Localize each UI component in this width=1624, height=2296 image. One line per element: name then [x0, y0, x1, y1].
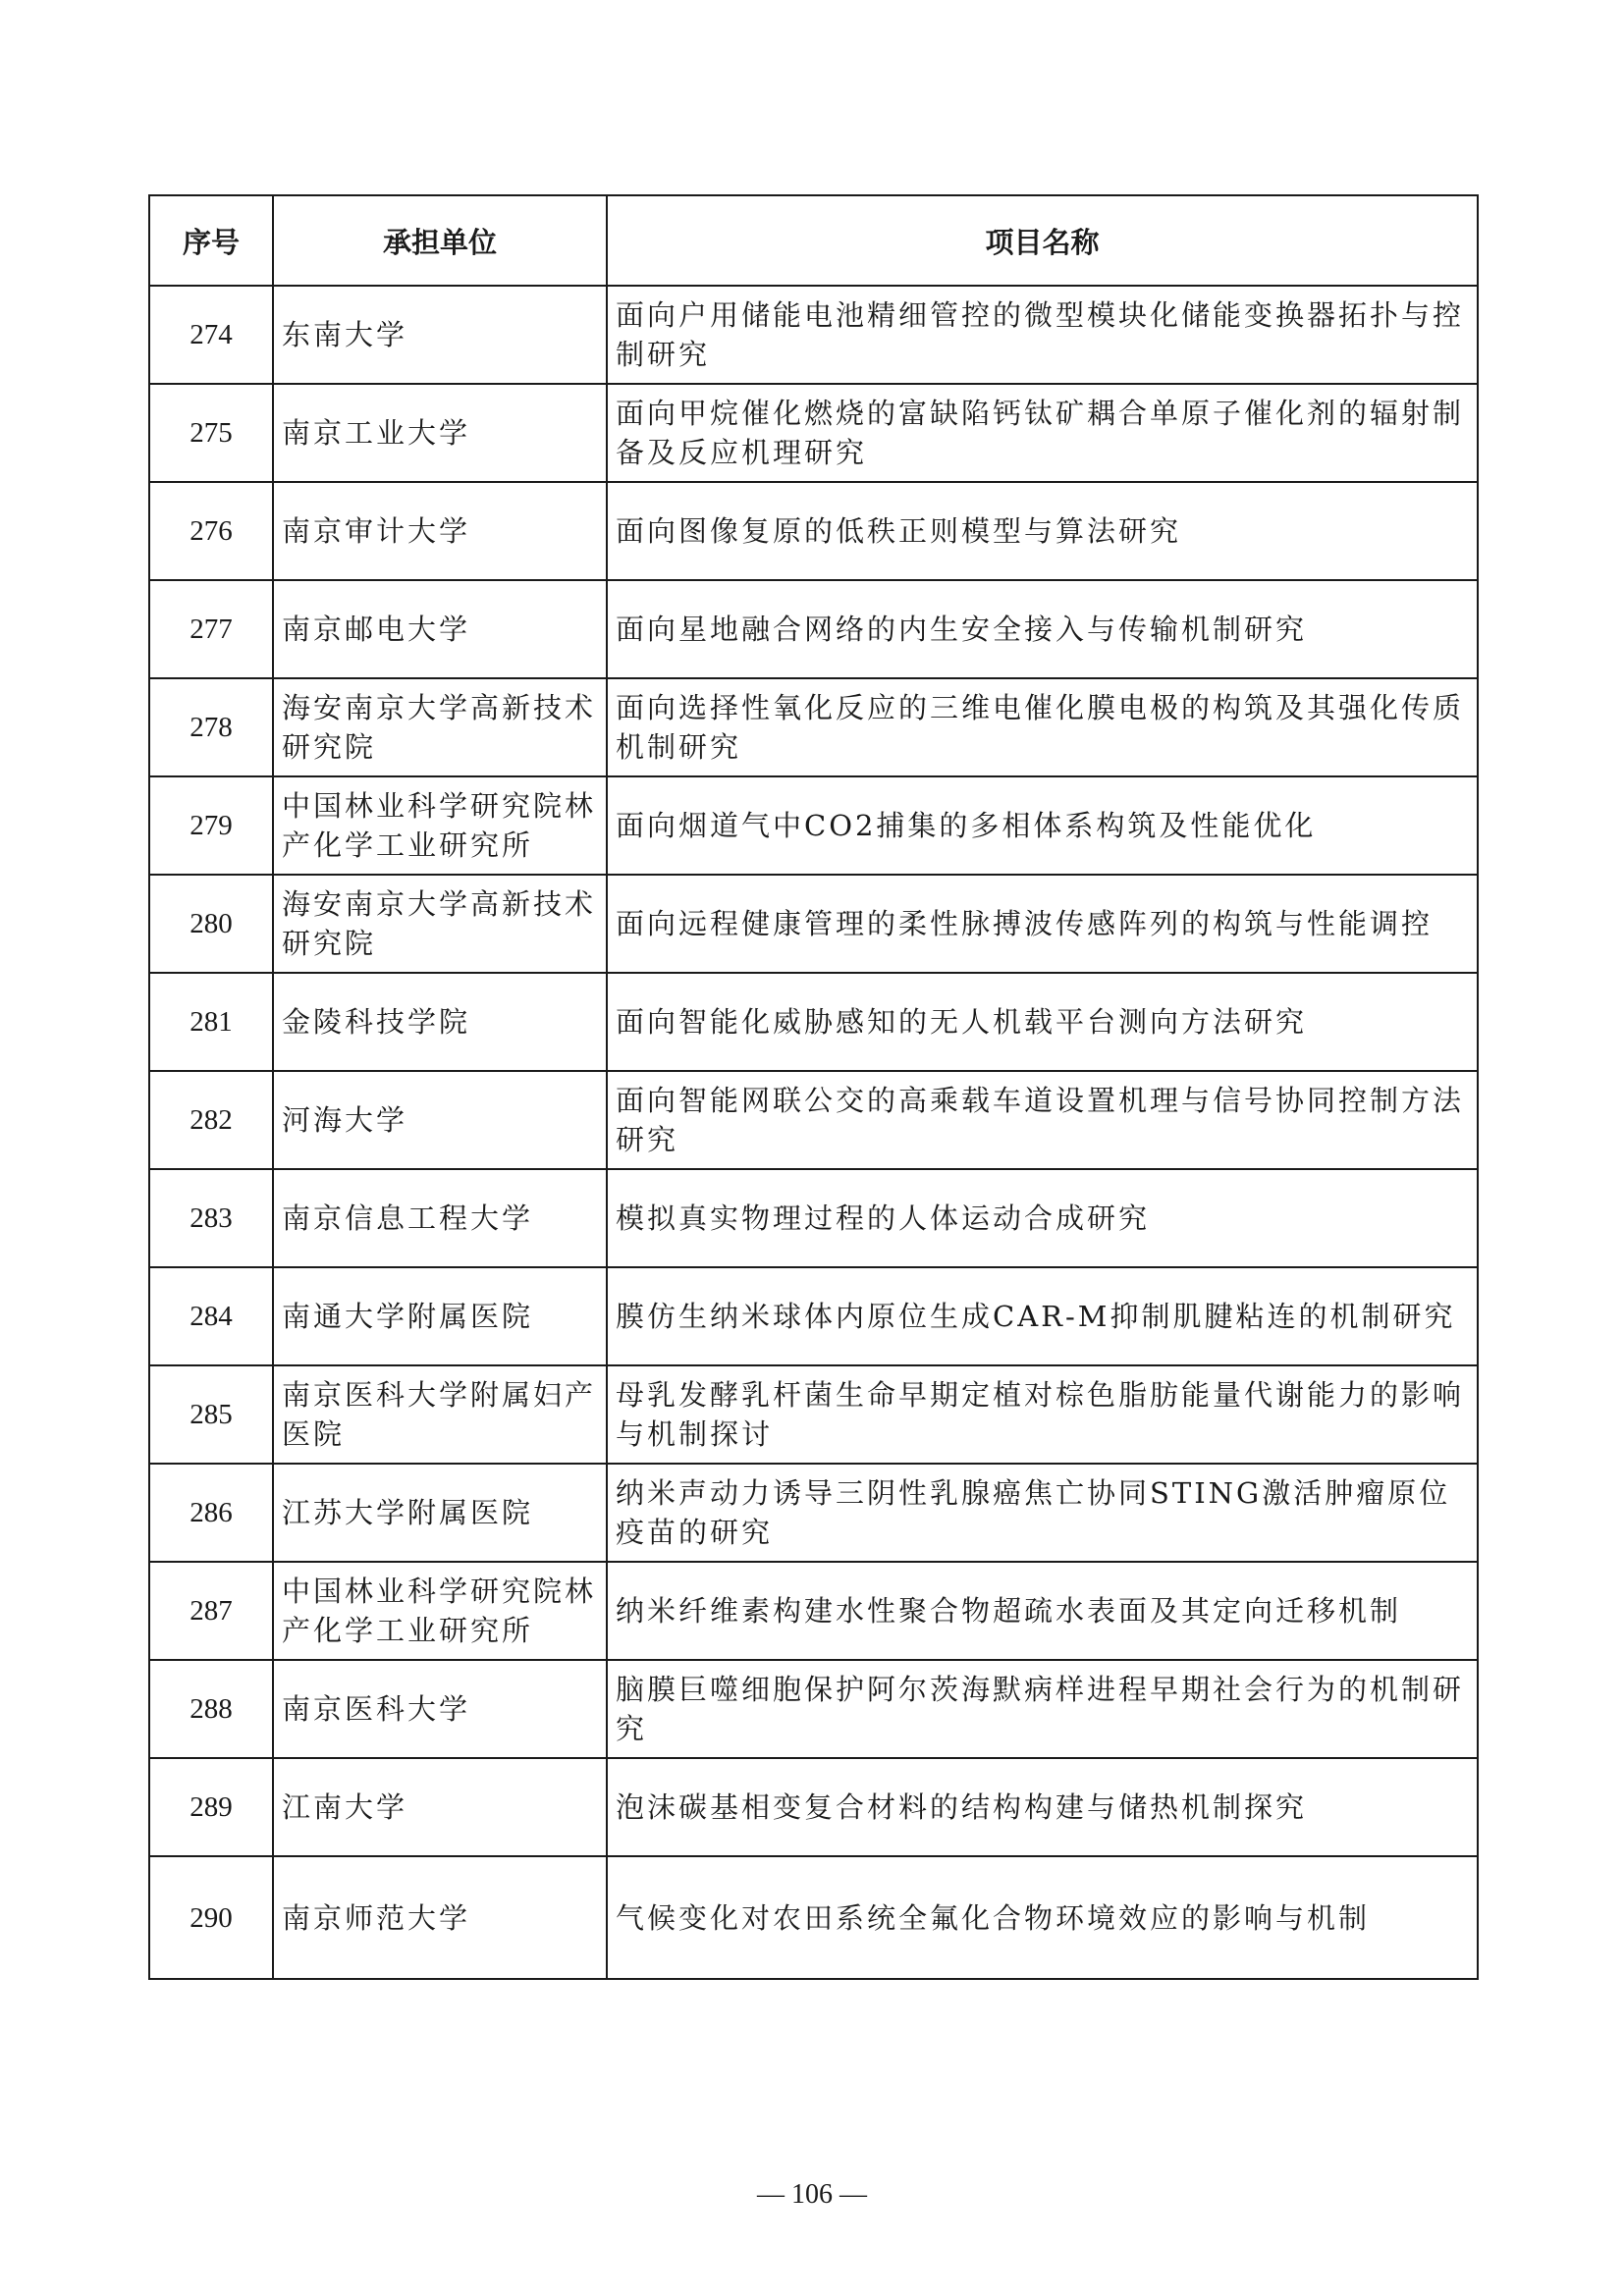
table-row [149, 776, 1478, 875]
unit-name: 中国林业科学研究院林产化学工业研究所 [273, 776, 607, 875]
table-row [149, 286, 1478, 384]
project-name: 膜仿生纳米球体内原位生成CAR-M抑制肌腱粘连的机制研究 [607, 1267, 1478, 1365]
unit-name: 南京信息工程大学 [273, 1169, 607, 1267]
project-name: 面向远程健康管理的柔性脉搏波传感阵列的构筑与性能调控 [607, 875, 1478, 973]
serial-number: 282 [149, 1071, 273, 1169]
serial-number: 275 [149, 384, 273, 482]
serial-number: 283 [149, 1169, 273, 1267]
unit-name: 中国林业科学研究院林产化学工业研究所 [273, 1562, 607, 1660]
table-row [149, 1464, 1478, 1562]
project-name: 面向星地融合网络的内生安全接入与传输机制研究 [607, 580, 1478, 678]
serial-number: 277 [149, 580, 273, 678]
serial-number: 274 [149, 286, 273, 384]
table-row [149, 482, 1478, 580]
project-name: 母乳发酵乳杆菌生命早期定植对棕色脂肪能量代谢能力的影响与机制探讨 [607, 1365, 1478, 1464]
serial-number: 278 [149, 678, 273, 776]
serial-number: 288 [149, 1660, 273, 1758]
table-row [149, 875, 1478, 973]
serial-number: 286 [149, 1464, 273, 1562]
unit-name: 南京邮电大学 [273, 580, 607, 678]
project-name: 面向智能网联公交的高乘载车道设置机理与信号协同控制方法研究 [607, 1071, 1478, 1169]
table-row [149, 1267, 1478, 1365]
serial-number: 284 [149, 1267, 273, 1365]
project-name: 纳米纤维素构建水性聚合物超疏水表面及其定向迁移机制 [607, 1562, 1478, 1660]
project-name: 面向选择性氧化反应的三维电催化膜电极的构筑及其强化传质机制研究 [607, 678, 1478, 776]
header-unit: 承担单位 [273, 195, 607, 286]
serial-number: 290 [149, 1856, 273, 1979]
project-name: 面向智能化威胁感知的无人机载平台测向方法研究 [607, 973, 1478, 1071]
serial-number: 289 [149, 1758, 273, 1856]
unit-name: 金陵科技学院 [273, 973, 607, 1071]
page-number: — 106 — [757, 2179, 867, 2210]
serial-number: 287 [149, 1562, 273, 1660]
project-name: 面向户用储能电池精细管控的微型模块化储能变换器拓扑与控制研究 [607, 286, 1478, 384]
project-name: 气候变化对农田系统全氟化合物环境效应的影响与机制 [607, 1856, 1478, 1979]
unit-name: 南京医科大学 [273, 1660, 607, 1758]
serial-number: 281 [149, 973, 273, 1071]
table-header-row [149, 195, 1478, 286]
header-project-name: 项目名称 [607, 195, 1478, 286]
unit-name: 东南大学 [273, 286, 607, 384]
unit-name: 海安南京大学高新技术研究院 [273, 875, 607, 973]
unit-name: 南京医科大学附属妇产医院 [273, 1365, 607, 1464]
unit-name: 河海大学 [273, 1071, 607, 1169]
project-name: 纳米声动力诱导三阴性乳腺癌焦亡协同STING激活肿瘤原位疫苗的研究 [607, 1464, 1478, 1562]
unit-name: 南京师范大学 [273, 1856, 607, 1979]
serial-number: 279 [149, 776, 273, 875]
table-row [149, 973, 1478, 1071]
serial-number: 276 [149, 482, 273, 580]
table-row [149, 384, 1478, 482]
table-row [149, 1071, 1478, 1169]
unit-name: 南京审计大学 [273, 482, 607, 580]
unit-name: 南通大学附属医院 [273, 1267, 607, 1365]
unit-name: 江苏大学附属医院 [273, 1464, 607, 1562]
unit-name: 南京工业大学 [273, 384, 607, 482]
project-name: 面向烟道气中CO2捕集的多相体系构筑及性能优化 [607, 776, 1478, 875]
table-row [149, 1856, 1478, 1979]
project-name: 面向图像复原的低秩正则模型与算法研究 [607, 482, 1478, 580]
project-table [148, 194, 1479, 1980]
project-name: 脑膜巨噬细胞保护阿尔茨海默病样进程早期社会行为的机制研究 [607, 1660, 1478, 1758]
serial-number: 285 [149, 1365, 273, 1464]
unit-name: 海安南京大学高新技术研究院 [273, 678, 607, 776]
table-row [149, 580, 1478, 678]
project-name: 模拟真实物理过程的人体运动合成研究 [607, 1169, 1478, 1267]
project-name: 泡沫碳基相变复合材料的结构构建与储热机制探究 [607, 1758, 1478, 1856]
table-row [149, 1562, 1478, 1660]
serial-number: 280 [149, 875, 273, 973]
table-row [149, 1758, 1478, 1856]
header-serial-number: 序号 [149, 195, 273, 286]
table-row [149, 1169, 1478, 1267]
unit-name: 江南大学 [273, 1758, 607, 1856]
table-row [149, 1365, 1478, 1464]
table-row [149, 1660, 1478, 1758]
table-row [149, 678, 1478, 776]
project-name: 面向甲烷催化燃烧的富缺陷钙钛矿耦合单原子催化剂的辐射制备及反应机理研究 [607, 384, 1478, 482]
